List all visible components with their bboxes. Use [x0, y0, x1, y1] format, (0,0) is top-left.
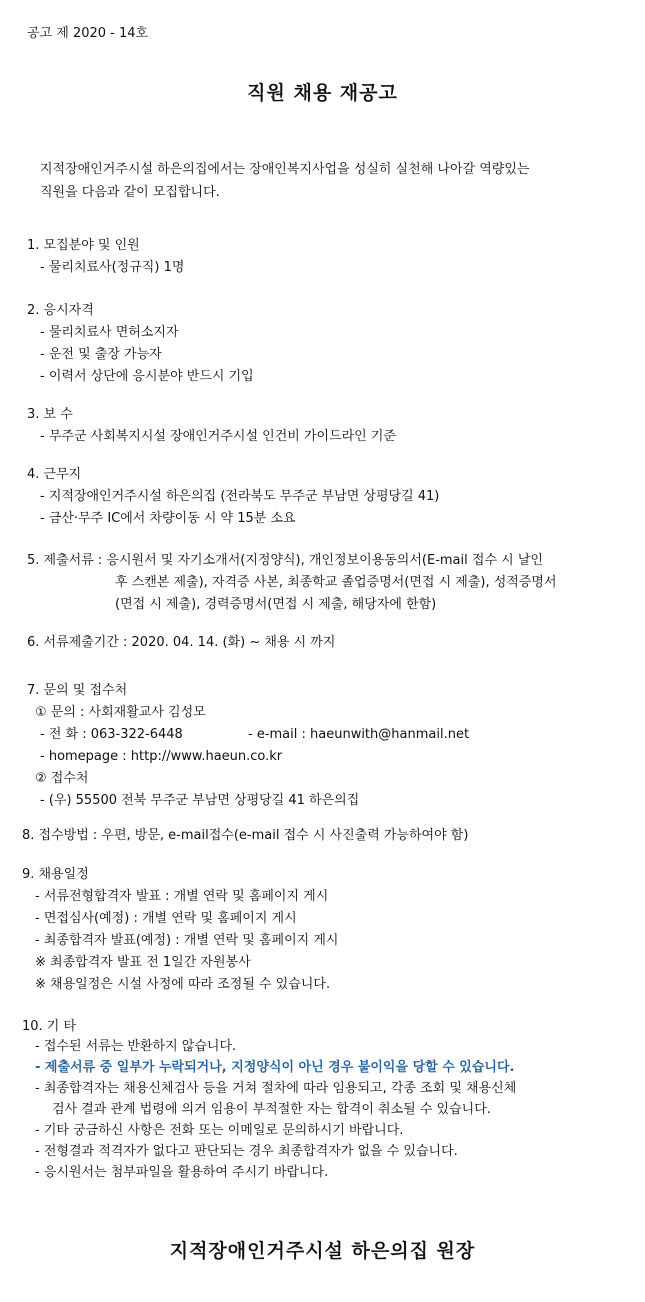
other-item: - 접수된 서류는 반환하지 않습니다. [35, 1039, 237, 1054]
other-item: - 응시원서는 첨부파일을 활용하여 주시기 바랍니다. [35, 1165, 329, 1180]
section-2-heading: 2. 응시자격 [27, 303, 94, 318]
schedule-item: - 면접심사(예정) : 개별 연락 및 홈페이지 게시 [35, 911, 297, 926]
intro-line: 지적장애인거주시설 하은의집에서는 장애인복지사업을 성실히 실천해 나아갈 역량있는 [40, 162, 530, 177]
inquiry-contact: ① 문의 : 사회재활교사 김성모 [35, 705, 206, 720]
other-item-continuation: 검사 결과 관계 법령에 의거 임용이 부적절한 자는 합격이 취소될 수 있습니다. [52, 1102, 491, 1117]
schedule-note: ※ 채용일정은 시설 사정에 따라 조정될 수 있습니다. [35, 977, 331, 992]
notice-number: 공고 제 2020 - 14호 [27, 26, 149, 41]
schedule-item: - 최종합격자 발표(예정) : 개별 연락 및 홈페이지 게시 [35, 933, 339, 948]
section-7-heading: 7. 문의 및 접수처 [27, 683, 128, 698]
warning-notice: - 제출서류 중 일부가 누락되거나, 지정양식이 아닌 경우 불이익을 당할 수 있습니다. [35, 1060, 515, 1075]
homepage-url: - homepage : http://www.haeun.co.kr [40, 749, 283, 764]
section-5-continuation: (면접 시 제출), 경력증명서(면접 시 제출, 해당자에 한함) [115, 597, 437, 612]
phone-number: - 전 화 : 063-322-6448 [40, 727, 183, 742]
section-1-item: - 물리치료사(정규직) 1명 [40, 260, 185, 275]
section-2-item: - 물리치료사 면허소지자 [40, 325, 179, 340]
email-address: - e-mail : haeunwith@hanmail.net [248, 727, 470, 742]
section-4-item: - 지적장애인거주시설 하은의집 (전라북도 무주군 부남면 상평당길 41) [40, 489, 440, 504]
other-item: - 최종합격자는 채용신체검사 등을 거쳐 절차에 따라 임용되고, 각종 조회 및 채용신체 [35, 1081, 517, 1096]
section-9-heading: 9. 채용일정 [22, 867, 89, 882]
intro-paragraph [40, 158, 600, 204]
section-6-heading: 6. 서류제출기간 : 2020. 04. 14. (화) ~ 채용 시 까지 [27, 635, 336, 650]
document-title: 직원 채용 재공고 [247, 82, 398, 104]
section-3-item: - 무주군 사회복지시설 장애인거주시설 인건비 가이드라인 기준 [40, 429, 396, 444]
reception-heading: ② 접수처 [35, 771, 89, 786]
section-4-heading: 4. 근무지 [27, 467, 82, 482]
section-2-item: - 이력서 상단에 응시분야 반드시 기입 [40, 369, 254, 384]
section-10-heading: 10. 기 타 [22, 1019, 77, 1034]
section-8-heading: 8. 접수방법 : 우편, 방문, e-mail접수(e-mail 접수 시 사진출력 가능하여야 함) [22, 828, 469, 843]
reception-address: - (우) 55500 전북 무주군 부남면 상평당길 41 하은의집 [40, 793, 360, 808]
other-item: - 전형결과 적격자가 없다고 판단되는 경우 최종합격자가 없을 수 있습니다. [35, 1144, 458, 1159]
section-5-continuation: 후 스캔본 제출), 자격증 사본, 최종학교 졸업증명서(면접 시 제출), 성적증명서 [115, 575, 557, 590]
section-1-heading: 1. 모집분야 및 인원 [27, 238, 140, 253]
section-3-heading: 3. 보 수 [27, 407, 73, 422]
section-5-heading: 5. 제출서류 : 응시원서 및 자기소개서(지정양식), 개인정보이용동의서(E-mail 접수 시 날인 [27, 553, 543, 568]
intro-line: 직원을 다음과 같이 모집합니다. [40, 185, 220, 200]
other-item: - 기타 궁금하신 사항은 전화 또는 이메일로 문의하시기 바랍니다. [35, 1123, 404, 1138]
schedule-note: ※ 최종합격자 발표 전 1일간 자원봉사 [35, 955, 251, 970]
signature-line: 지적장애인거주시설 하은의집 원장 [169, 1240, 476, 1262]
section-4-item: - 금산·무주 IC에서 차량이동 시 약 15분 소요 [40, 511, 296, 526]
section-2-item: - 운전 및 출장 가능자 [40, 347, 162, 362]
schedule-item: - 서류전형합격자 발표 : 개별 연락 및 홈페이지 게시 [35, 889, 329, 904]
